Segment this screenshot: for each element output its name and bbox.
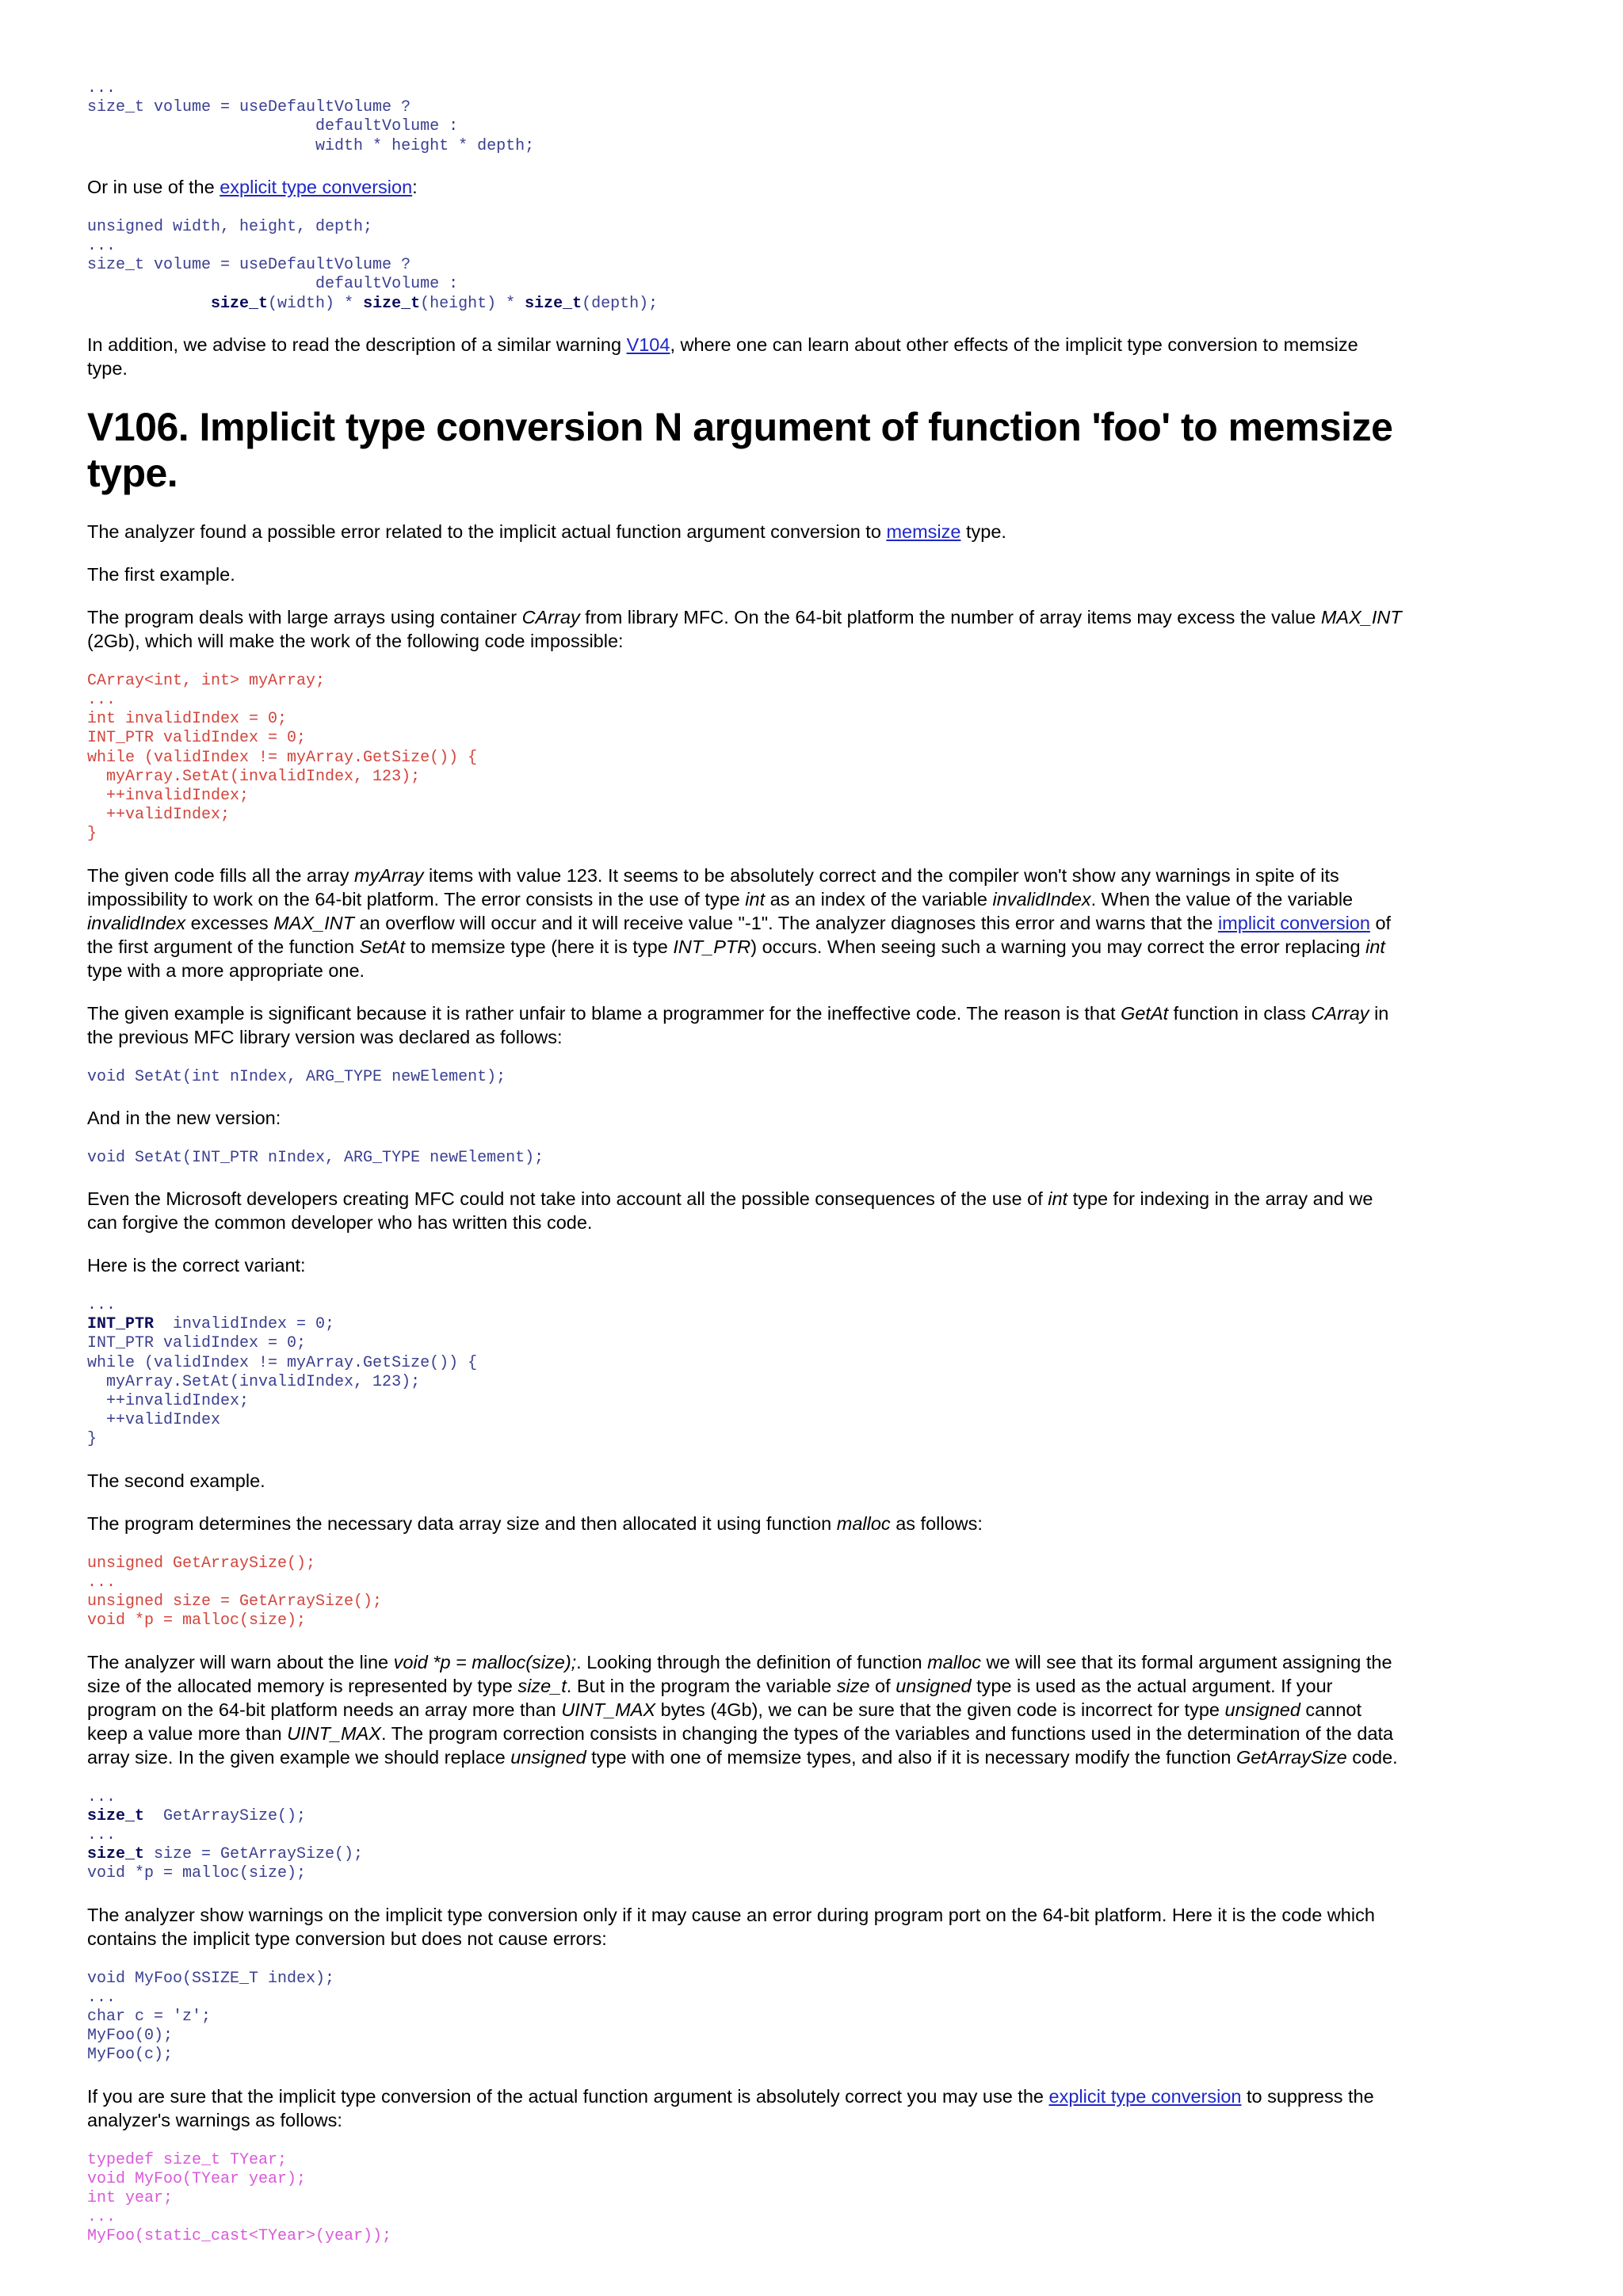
code-block-setat-new: void SetAt(INT_PTR nIndex, ARG_TYPE newElement); bbox=[87, 1148, 544, 1167]
paragraph-warn-line: The analyzer will warn about the line void *p = malloc(size);. Looking through the definition of function malloc we will see that its formal argument assigning the size of the allocated memory is represented by type size_t. But in the program the variable size of unsigned type is used as the actual argument. If your program on the 64-bit platform needs an array more than UINT_MAX bytes (4Gb), we can be sure that the given code is incorrect for type unsigned cannot keep a value more than UINT_MAX. The program correction consists in changing the types of the variables and functions used in the determination of the data array size. In the given example we should replace unsigned type with one of memsize types, and also if it is necessary modify the function GetArraySize code. bbox=[87, 1651, 1398, 1768]
code-block-setat-old: void SetAt(int nIndex, ARG_TYPE newElement); bbox=[87, 1067, 506, 1086]
paragraph-explicit-conversion: Or in use of the explicit type conversion: bbox=[87, 176, 418, 197]
paragraph-second-example: The second example. bbox=[87, 1470, 265, 1491]
paragraph-fills: The given code fills all the array myArray items with value 123. It seems to be absolutely correct and the compiler won't show any warnings in spite of its impossibility to work on the 64-bit platform. The error consists in the use of type int as an index of the variable invalidIndex. When the value of the variable invalidIndex excesses MAX_INT an overflow will occur and it will receive value "-1". The analyzer diagnoses this error and warns that the implicit conversion of the first argument of the function SetAt to memsize type (here it is type INT_PTR) occurs. When seeing such a warning you may correct the error replacing int type with a more appropriate one. bbox=[87, 864, 1392, 981]
paragraph-significant: The given example is significant because it is rather unfair to blame a programmer for the ineffective code. The reason is that GetAt function in class CArray in the previous MFC library version was declared as follows: bbox=[87, 1002, 1389, 1047]
section-heading: V106. Implicit type conversion N argument of function 'foo' to memsize type. bbox=[87, 404, 1393, 495]
paragraph-determines: The program determines the necessary data array size and then allocated it using function malloc as follows: bbox=[87, 1512, 983, 1534]
document-page bbox=[87, 79, 1403, 2247]
code-block-explicit: unsigned width, height, depth; ... size_t volume = useDefaultVolume ? defaultVolume : size_t(width) * size_t(height) * size_t(depth); bbox=[87, 217, 659, 313]
link-v104[interactable]: V104 bbox=[626, 334, 670, 355]
link-memsize[interactable]: memsize bbox=[886, 521, 961, 542]
paragraph-correct-variant: Here is the correct variant: bbox=[87, 1255, 306, 1276]
code-block-myfoo: void MyFoo(SSIZE_T index); ... char c = 'z'; MyFoo(0); MyFoo(c); bbox=[87, 1969, 335, 2065]
paragraph-found: The analyzer found a possible error related to the implicit actual function argument conversion to memsize type. bbox=[87, 521, 1006, 542]
code-block-carray: CArray<int, int> myArray; ... int invalidIndex = 0; INT_PTR validIndex = 0; while (validIndex != myArray.GetSize()) { myArray.SetAt(invalidIndex, 123); ++invalidIndex; ++validIndex; } bbox=[87, 671, 478, 844]
link-explicit-type-conversion[interactable]: explicit type conversion bbox=[220, 176, 413, 197]
paragraph-even-microsoft: Even the Microsoft developers creating MFC could not take into account all the possible consequences of the use of int type for indexing in the array and we can forgive the common developer who has written this code. bbox=[87, 1188, 1373, 1234]
paragraph-sure: If you are sure that the implicit type conversion of the actual function argument is absolutely correct you may use the explicit type conversion to suppress the analyzer's warnings as follows: bbox=[87, 2085, 1374, 2130]
paragraph-program-carray: The program deals with large arrays using container CArray from library MFC. On the 64-bit platform the number of array items may excess the value MAX_INT (2Gb), which will make the work of the following code impossible: bbox=[87, 606, 1402, 651]
code-block-malloc: unsigned GetArraySize(); ... unsigned size = GetArraySize(); void *p = malloc(size); bbox=[87, 1554, 383, 1630]
code-block-correct-variant: ... INT_PTR invalidIndex = 0; INT_PTR validIndex = 0; while (validIndex != myArray.GetSize()) { myArray.SetAt(invalidIndex, 123); ++invalidIndex; ++validIndex } bbox=[87, 1296, 478, 1449]
paragraph-new-version: And in the new version: bbox=[87, 1107, 281, 1128]
link-explicit-type-conversion-2[interactable]: explicit type conversion bbox=[1048, 2085, 1242, 2107]
paragraph-first-example: The first example. bbox=[87, 563, 235, 585]
code-block-volume: ... size_t volume = useDefaultVolume ? defaultVolume : width * height * depth; bbox=[87, 79, 535, 155]
paragraph-show-warnings: The analyzer show warnings on the implicit type conversion only if it may cause an error during program port on the 64-bit platform. Here it is the code which contains the implicit type conversion but does not cause errors: bbox=[87, 1904, 1375, 1949]
paragraph-addition: In addition, we advise to read the description of a similar warning V104, where one can learn about other effects of the implicit type conversion to memsize type. bbox=[87, 334, 1358, 379]
code-block-malloc-fixed: ... size_t GetArraySize(); ... size_t size = GetArraySize(); void *p = malloc(size); bbox=[87, 1787, 364, 1883]
code-block-tyear: typedef size_t TYear; void MyFoo(TYear year); int year; ... MyFoo(static_cast<TYear>(year)); bbox=[87, 2150, 392, 2246]
link-implicit-conversion[interactable]: implicit conversion bbox=[1217, 912, 1370, 933]
